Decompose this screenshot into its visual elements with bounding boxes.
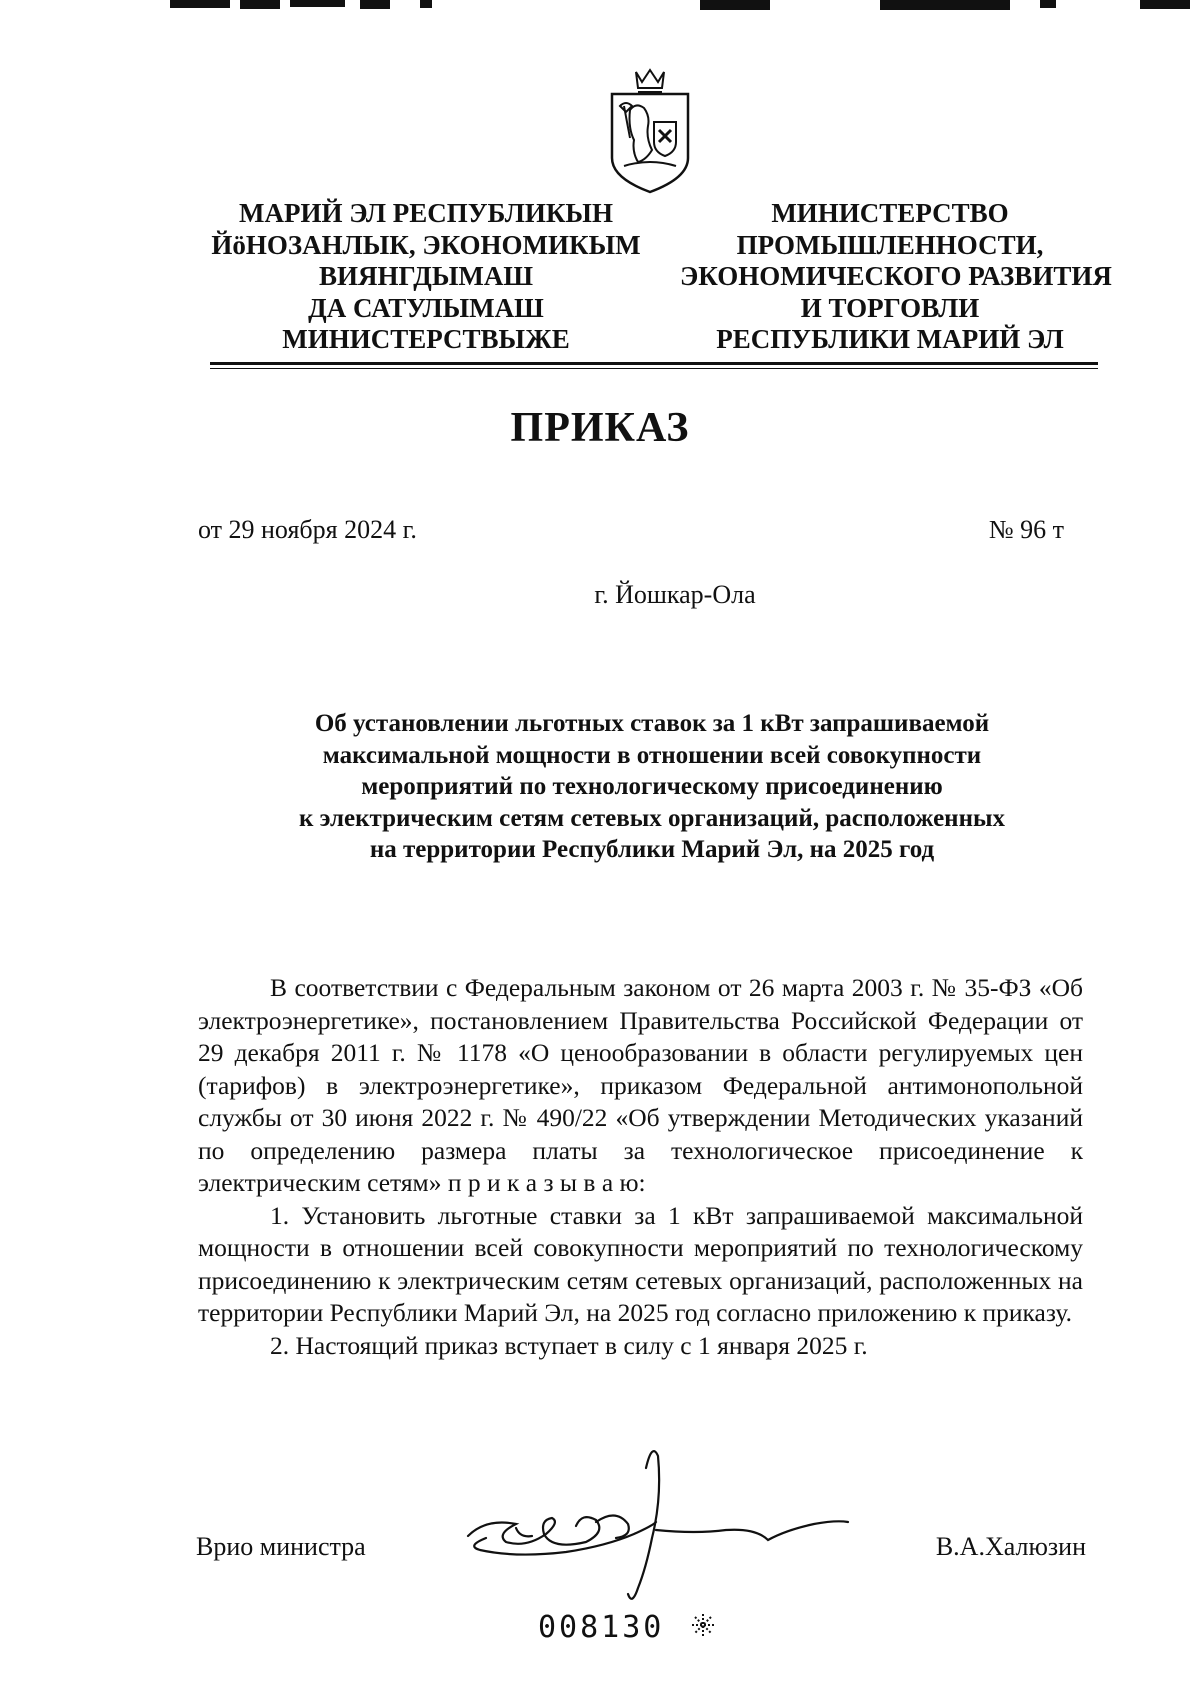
document-body <box>198 972 1083 1362</box>
document-date: от 29 ноября 2024 г. <box>198 515 417 544</box>
header-divider-thin <box>210 368 1098 369</box>
header-mari-line: МАРИЙ ЭЛ РЕСПУБЛИКЫН <box>239 198 613 228</box>
document-title-line: на территории Республики Марий Эл, на 2025 год <box>369 836 935 863</box>
header-mari-line: ЙӧНОЗАНЛЫК, ЭКОНОМИКЫМ <box>211 229 641 260</box>
header-russian-line: МИНИСТЕРСТВО <box>771 198 1009 228</box>
header-mari-line: ВИЯНГДЫМАШ <box>318 261 534 291</box>
handwritten-signature <box>456 1438 876 1618</box>
header-mari-column <box>210 198 642 356</box>
header-russian-column <box>680 198 1112 356</box>
header-russian-line: РЕСПУБЛИКИ МАРИЙ ЭЛ <box>716 324 1064 354</box>
document-serial-number: 008130 <box>538 1610 665 1645</box>
body-preamble: В соответствии с Федеральным законом от 26 марта 2003 г. № 35-ФЗ «Об электроэнергетике», постановлением Правительства Российской Федерации от 29 декабря 2011 г. № 1178 «О ценообразовании в области регулируемых цен (тарифов) в электроэнергетике», приказом Федеральной антимонопольной службы от 30 июня 2022 г. № 490/22 «Об утверждении Методических указаний по определению размера платы за технологическое присоединение к электрическим сетям» п р и к а з ы в а ю: <box>198 973 1083 1197</box>
document-title <box>210 708 1094 866</box>
body-item-1: 1. Установить льготные ставки за 1 кВт запрашиваемой максимальной мощности в отношении всей совокупности мероприятий по технологическому присоединению к электрическим сетям сетевых организаций, расположенных на территории Республики Марий Эл, на 2025 год согласно приложению к приказу. <box>198 1200 1083 1327</box>
document-title-line: к электрическим сетям сетевых организаций, расположенных <box>298 804 1006 832</box>
scan-edge-artifact <box>0 0 1200 14</box>
header-mari-line: ДА САТУЛЫМАШ <box>308 292 544 323</box>
document-number: № 96 т <box>988 515 1064 544</box>
document-type-heading: ПРИКАЗ <box>510 405 690 451</box>
document-title-line: Об установлении льготных ставок за 1 кВт запрашиваемой <box>314 710 990 737</box>
coat-of-arms-emblem <box>606 66 694 198</box>
header-russian-line: И ТОРГОВЛИ <box>800 292 980 323</box>
signatory-name: В.А.Халюзин <box>935 1532 1086 1561</box>
signatory-role: Врио министра <box>196 1532 366 1561</box>
header-russian-line: ПРОМЫШЛЕННОСТИ, <box>736 229 1044 260</box>
document-city: г. Йошкар-Ола <box>594 580 756 609</box>
document-title-line: мероприятий по технологическому присоединению <box>361 773 943 800</box>
document-title-line: максимальной мощности в отношении всей совокупности <box>322 741 982 769</box>
header-divider-thick <box>210 362 1098 365</box>
body-item-2: 2. Настоящий приказ вступает в силу с 1 января 2025 г. <box>270 1330 868 1360</box>
header-russian-line: ЭКОНОМИЧЕСКОГО РАЗВИТИЯ <box>680 261 1112 291</box>
header-mari-line: МИНИСТЕРСТВЫЖЕ <box>282 324 570 354</box>
star-mark-icon <box>690 1612 716 1638</box>
